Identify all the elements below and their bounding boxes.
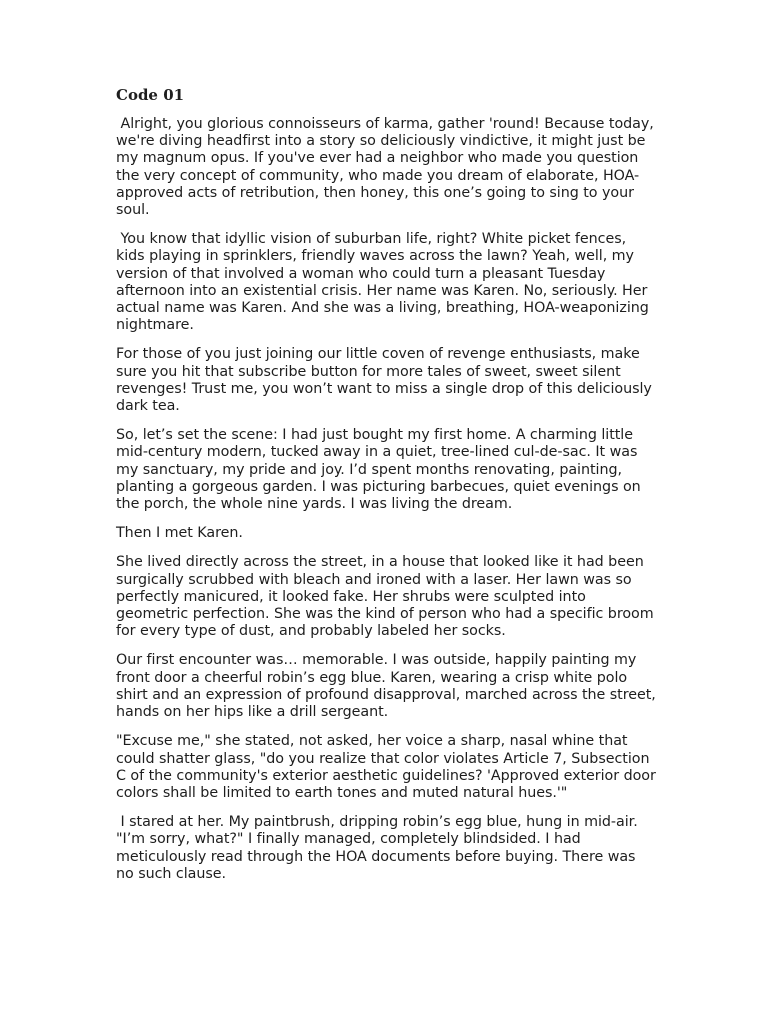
paragraph-3: For those of you just joining our little coven of revenge enthusiasts, make sure you hit that subscribe button for more tales of sweet, sweet silent revenges! Trust me, you won’t want to miss a single drop of this deliciously dark tea. bbox=[116, 346, 657, 415]
document-title: Code 01 bbox=[116, 86, 185, 104]
paragraph-4: So, let’s set the scene: I had just bought my first home. A charming little mid-century modern, tucked away in a quiet, tree-lined cul-de-sac. It was my sanctuary, my pride and joy. I’d spent months renovating, painting, planting a gorgeous garden. I was picturing barbecues, quiet evenings on the porch, the whole nine yards. I was living the dream. bbox=[116, 427, 646, 513]
paragraph-8: "Excuse me," she stated, not asked, her voice a sharp, nasal whine that could shatter glass, "do you realize that color violates Article 7, Subsection C of the community's exterior aesthetic guidelines? 'Approved exterior door colors shall be limited to earth tones and muted natural hues.'" bbox=[116, 733, 661, 801]
paragraph-1: Alright, you glorious connoisseurs of karma, gather 'round! Because today, we're diving headfirst into a story so deliciously vindictive, it might just be my magnum opus. If you've ever had a neighbor who made you question the very concept of community, who made you dream of elaborate, HOA-approved acts of retribution, then honey, this one’s going to sing to your soul. bbox=[116, 116, 659, 219]
paragraph-9: I stared at her. My paintbrush, dripping robin’s egg blue, hung in mid-air. "I’m sorry, what?" I finally managed, completely blindsided. I had meticulously read through the HOA documents before buying. There was no such clause. bbox=[116, 814, 643, 882]
paragraph-7: Our first encounter was… memorable. I was outside, happily painting my front door a cheerful robin’s egg blue. Karen, wearing a crisp white polo shirt and an expression of profound disapproval, marched across the street, hands on her hips like a drill sergeant. bbox=[116, 652, 661, 721]
paragraph-2: You know that idyllic vision of suburban life, right? White picket fences, kids playing in sprinklers, friendly waves across the lawn? Yeah, well, my version of that involved a woman who could turn a pleasant Tuesday afternoon into an existential crisis. Her name was Karen. No, seriously. Her actual name was Karen. And she was a living, breathing, HOA-weaponizing nightmare. bbox=[116, 231, 654, 334]
document-page bbox=[116, 86, 661, 895]
paragraph-6: She lived directly across the street, in a house that looked like it had been surgically scrubbed with bleach and ironed with a laser. Her lawn was so perfectly manicured, it looked fake. Her shrubs were sculpted into geometric perfection. She was the kind of person who had a specific broom for every type of dust, and probably labeled her socks. bbox=[116, 554, 659, 640]
paragraph-5: Then I met Karen. bbox=[116, 525, 243, 542]
